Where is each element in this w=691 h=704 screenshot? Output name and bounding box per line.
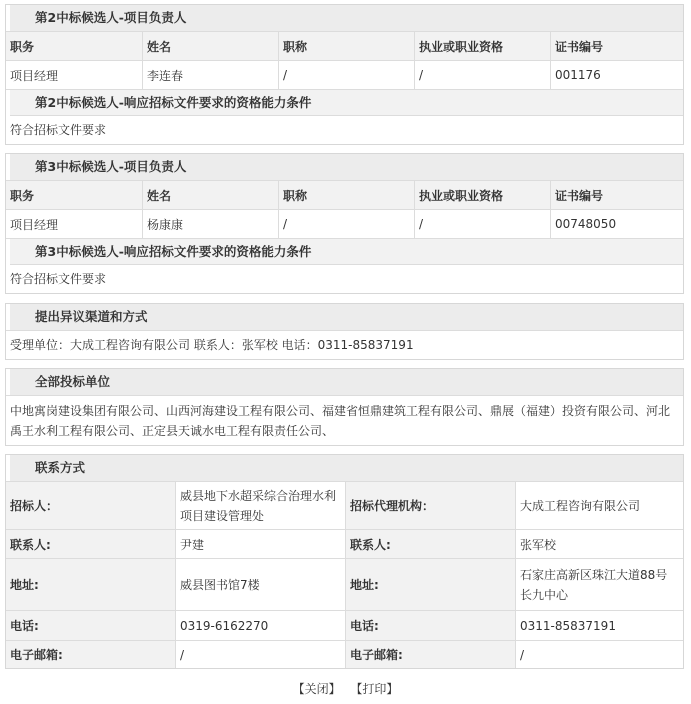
print-button[interactable]: 【打印】 bbox=[350, 682, 399, 696]
label-email: 电子邮箱: bbox=[6, 641, 175, 668]
contact-row-address bbox=[6, 558, 683, 610]
title-accent bbox=[6, 369, 10, 395]
value-agency: 大成工程咨询有限公司 bbox=[515, 482, 683, 529]
candidate2-qual-title: 第2中标候选人-响应招标文件要求的资格能力条件 bbox=[35, 94, 312, 110]
cell-position: 项目经理 bbox=[6, 210, 142, 238]
label-agency: 招标代理机构： bbox=[345, 482, 515, 529]
header-cert-number: 证书编号 bbox=[550, 32, 683, 60]
header-position: 职务 bbox=[6, 181, 142, 209]
candidate3-qual-title: 第3中标候选人-响应招标文件要求的资格能力条件 bbox=[35, 243, 312, 259]
header-title: 职称 bbox=[278, 181, 414, 209]
candidate2-data-row bbox=[6, 60, 683, 89]
cell-title: / bbox=[278, 61, 414, 89]
value-contact-person: 尹建 bbox=[175, 530, 345, 558]
bidders-block bbox=[5, 368, 684, 446]
candidate2-qual-text: 符合招标文件要求 bbox=[6, 115, 683, 144]
cell-name: 李连春 bbox=[142, 61, 278, 89]
contact-block bbox=[5, 454, 684, 669]
candidate2-leader-title-row bbox=[6, 5, 683, 31]
value-agency-address: 石家庄高新区珠江大道88号长九中心 bbox=[515, 559, 683, 610]
bidders-title-row bbox=[6, 369, 683, 395]
value-tenderer: 威县地下水超采综合治理水利项目建设管理处 bbox=[175, 482, 345, 529]
contact-row-person bbox=[6, 529, 683, 558]
title-accent bbox=[6, 239, 10, 265]
objection-title-row bbox=[6, 304, 683, 330]
cell-name: 杨康康 bbox=[142, 210, 278, 238]
footer-actions bbox=[0, 680, 691, 697]
value-agency-phone: 0311-85837191 bbox=[515, 611, 683, 640]
close-button[interactable]: 【关闭】 bbox=[292, 682, 341, 696]
candidate3-block bbox=[5, 153, 684, 294]
title-accent bbox=[6, 455, 10, 481]
label-contact-person: 联系人: bbox=[6, 530, 175, 558]
header-qualification: 执业或职业资格 bbox=[414, 181, 550, 209]
title-accent bbox=[6, 154, 10, 180]
candidate3-data-row bbox=[6, 209, 683, 238]
label-tenderer: 招标人： bbox=[6, 482, 175, 529]
title-accent bbox=[6, 5, 10, 31]
candidate3-qual-text: 符合招标文件要求 bbox=[6, 264, 683, 293]
header-name: 姓名 bbox=[142, 181, 278, 209]
objection-title: 提出异议渠道和方式 bbox=[35, 309, 148, 324]
label-agency-contact-person: 联系人: bbox=[345, 530, 515, 558]
title-accent bbox=[6, 304, 10, 330]
cell-title: / bbox=[278, 210, 414, 238]
contact-row-email bbox=[6, 640, 683, 668]
bidders-title: 全部投标单位 bbox=[35, 374, 111, 389]
label-agency-address: 地址: bbox=[345, 559, 515, 610]
candidate3-leader-title: 第3中标候选人-项目负责人 bbox=[35, 159, 187, 174]
candidate2-qual-title-row bbox=[6, 89, 683, 115]
header-position: 职务 bbox=[6, 32, 142, 60]
cell-qualification: / bbox=[414, 210, 550, 238]
header-cert-number: 证书编号 bbox=[550, 181, 683, 209]
cell-cert-number: 001176 bbox=[550, 61, 683, 89]
candidate3-header-row bbox=[6, 180, 683, 209]
header-qualification: 执业或职业资格 bbox=[414, 32, 550, 60]
contact-row-phone bbox=[6, 610, 683, 640]
cell-position: 项目经理 bbox=[6, 61, 142, 89]
contact-title: 联系方式 bbox=[35, 460, 86, 475]
cell-qualification: / bbox=[414, 61, 550, 89]
value-agency-email: / bbox=[515, 641, 683, 668]
candidate3-leader-title-row bbox=[6, 154, 683, 180]
contact-row-tenderer bbox=[6, 481, 683, 529]
cell-cert-number: 00748050 bbox=[550, 210, 683, 238]
label-agency-phone: 电话: bbox=[345, 611, 515, 640]
candidate2-header-row bbox=[6, 31, 683, 60]
candidate2-leader-title: 第2中标候选人-项目负责人 bbox=[35, 10, 187, 25]
objection-block bbox=[5, 303, 684, 360]
objection-text: 受理单位：大成工程咨询有限公司 联系人：张军校 电话：0311-85837191 bbox=[6, 330, 683, 359]
contact-title-row bbox=[6, 455, 683, 481]
header-name: 姓名 bbox=[142, 32, 278, 60]
header-title: 职称 bbox=[278, 32, 414, 60]
title-accent bbox=[6, 90, 10, 116]
value-phone: 0319-6162270 bbox=[175, 611, 345, 640]
value-address: 威县图书馆7楼 bbox=[175, 559, 345, 610]
bidders-text: 中地寓岗建设集团有限公司、山西河海建设工程有限公司、福建省恒鼎建筑工程有限公司、鼎展（福建）投资有限公司、河北禹王水利工程有限公司、正定县天诚水电工程有限责任公司、 bbox=[6, 395, 683, 445]
label-address: 地址: bbox=[6, 559, 175, 610]
label-agency-email: 电子邮箱: bbox=[345, 641, 515, 668]
value-agency-contact-person: 张军校 bbox=[515, 530, 683, 558]
value-email: / bbox=[175, 641, 345, 668]
candidate2-block bbox=[5, 4, 684, 145]
label-phone: 电话: bbox=[6, 611, 175, 640]
candidate3-qual-title-row bbox=[6, 238, 683, 264]
